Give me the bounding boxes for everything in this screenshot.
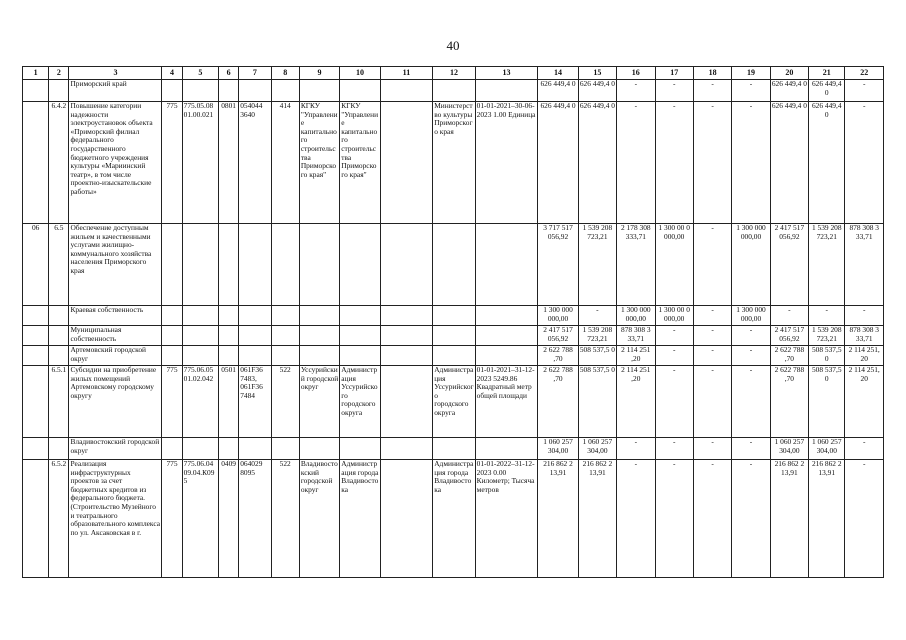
budget-table [22, 66, 884, 578]
table-cell: 626 449,4 0 [770, 80, 808, 102]
table-cell: - [732, 102, 770, 224]
table-cell [475, 224, 538, 306]
table-cell: 01-01-2021–31-12-2023 5249.86 Квадратный метр общей площади [475, 366, 538, 438]
table-row [23, 102, 884, 224]
table-cell: 775 [162, 102, 182, 224]
table-cell [162, 306, 182, 326]
table-cell [239, 346, 271, 366]
table-cell: 626 449,4 0 [578, 102, 616, 224]
table-cell: 1 300 00 0 000,00 [655, 224, 693, 306]
table-cell [433, 80, 475, 102]
table-cell: 1 300 000 000,00 [732, 224, 770, 306]
table-cell: 6.5.1 [49, 366, 69, 438]
table-cell: 878 308 3 33,71 [845, 326, 884, 346]
table-cell: 878 308 3 33,71 [617, 326, 655, 346]
table-cell [49, 80, 69, 102]
table-cell [271, 306, 299, 326]
table-cell: 626 449,4 0 [809, 102, 845, 224]
table-cell: - [732, 460, 770, 578]
table-cell [271, 326, 299, 346]
column-header: 2 [49, 67, 69, 80]
column-header: 13 [475, 67, 538, 80]
table-cell: 2 178 308 333,71 [617, 224, 655, 306]
table-cell [239, 80, 271, 102]
table-cell: - [845, 438, 884, 460]
header-row [23, 67, 884, 80]
table-cell [23, 80, 49, 102]
table-cell [49, 346, 69, 366]
table-cell: - [617, 80, 655, 102]
table-cell: Повышение категории надежности электроустановок объекта «Приморский филиал федерального государственного бюджетного учреждения культуры «Мариинский театр», в том числе проектно-изыскательские работы» [69, 102, 162, 224]
table-cell: 775 [162, 366, 182, 438]
table-cell: Артемовский городской округ [69, 346, 162, 366]
table-cell: - [655, 460, 693, 578]
table-cell [219, 438, 239, 460]
table-cell: - [578, 306, 616, 326]
table-cell [380, 224, 433, 306]
table-cell: - [655, 80, 693, 102]
table-cell: Обеспечение доступным жильем и качественными услугами жилищно-коммунального хозяйства населения Приморского края [69, 224, 162, 306]
table-cell [380, 326, 433, 346]
table-cell: 1 060 257 304,00 [809, 438, 845, 460]
table-cell [433, 438, 475, 460]
table-cell [475, 346, 538, 366]
table-cell: - [617, 438, 655, 460]
column-header: 7 [239, 67, 271, 80]
table-cell: - [693, 366, 731, 438]
column-header: 22 [845, 67, 884, 80]
table-cell: Администрация Уссурийского городского округа [433, 366, 475, 438]
table-cell [271, 80, 299, 102]
table-row [23, 224, 884, 306]
table-cell [49, 438, 69, 460]
table-cell [271, 224, 299, 306]
table-cell [299, 224, 339, 306]
table-cell: 1 539 208 723,21 [809, 224, 845, 306]
table-cell: 508 537,5 0 [809, 366, 845, 438]
table-cell: 1 300 000 000,00 [538, 306, 578, 326]
table-cell: - [770, 306, 808, 326]
table-cell [433, 326, 475, 346]
table-cell: 064029 8095 [239, 460, 271, 578]
table-cell [182, 326, 218, 346]
column-header: 18 [693, 67, 731, 80]
column-header: 11 [380, 67, 433, 80]
table-cell [23, 346, 49, 366]
table-cell: Владивостокский городской округ [69, 438, 162, 460]
table-cell: 1 539 208 723,21 [578, 224, 616, 306]
table-cell [49, 306, 69, 326]
table-cell [23, 438, 49, 460]
page-number: 40 [446, 38, 460, 53]
column-header: 19 [732, 67, 770, 80]
table-cell: - [693, 438, 731, 460]
table-cell: 626 449,4 0 [770, 102, 808, 224]
table-row [23, 346, 884, 366]
table-cell [49, 326, 69, 346]
table-cell [475, 438, 538, 460]
table-cell: 522 [271, 460, 299, 578]
table-cell: Администрация города Владивостока [433, 460, 475, 578]
column-header: 5 [182, 67, 218, 80]
table-cell: - [845, 306, 884, 326]
table-cell: 6.4.2 [49, 102, 69, 224]
table-cell: 2 114 251, 20 [845, 366, 884, 438]
table-cell: 775.06.05 01.02.042 [182, 366, 218, 438]
table-cell: 775.06.04 09.04.К09 5 [182, 460, 218, 578]
table-cell: Приморский край [69, 80, 162, 102]
table-cell: - [732, 346, 770, 366]
table-cell [182, 306, 218, 326]
table-cell [219, 326, 239, 346]
column-header: 9 [299, 67, 339, 80]
table-cell: 1 539 208 723,21 [578, 326, 616, 346]
table-cell: - [732, 366, 770, 438]
table-cell: - [693, 460, 731, 578]
table-cell [299, 80, 339, 102]
table-cell: 2 622 788 ,70 [770, 346, 808, 366]
table-cell: - [655, 438, 693, 460]
table-cell [299, 326, 339, 346]
table-cell [299, 346, 339, 366]
table-cell: 1 300 000 000,00 [732, 306, 770, 326]
column-header: 14 [538, 67, 578, 80]
table-cell [219, 224, 239, 306]
table-cell [380, 80, 433, 102]
table-cell: 1 300 000 000,00 [617, 306, 655, 326]
table-cell [162, 346, 182, 366]
table-cell: 508 537,5 0 [578, 366, 616, 438]
table-row [23, 438, 884, 460]
table-cell: 06 [23, 224, 49, 306]
table-cell: 216 862 2 13,91 [809, 460, 845, 578]
table-cell [23, 366, 49, 438]
table-cell: 2 114 251 ,20 [617, 346, 655, 366]
table-cell [162, 326, 182, 346]
table-cell [182, 224, 218, 306]
table-cell: 0501 [219, 366, 239, 438]
table-cell: - [693, 102, 731, 224]
table-cell: 2 114 251, 20 [845, 346, 884, 366]
table-cell: Владивостокский городской округ [299, 460, 339, 578]
table-cell: - [617, 102, 655, 224]
table-cell: - [617, 460, 655, 578]
table-cell [340, 346, 380, 366]
table-cell [271, 438, 299, 460]
table-cell: Субсидии на приобретение жилых помещений Артемовскому городскому округу [69, 366, 162, 438]
table-cell: КГКУ "Управление капитального строительства Приморского края" [340, 102, 380, 224]
table-cell: 775 [162, 460, 182, 578]
column-header: 6 [219, 67, 239, 80]
table-cell: 216 862 2 13,91 [538, 460, 578, 578]
column-header: 21 [809, 67, 845, 80]
column-header: 8 [271, 67, 299, 80]
column-header: 4 [162, 67, 182, 80]
column-header: 20 [770, 67, 808, 80]
table-body [23, 80, 884, 578]
table-cell [239, 306, 271, 326]
table-cell [23, 306, 49, 326]
table-cell: 775.05.08 01.00.021 [182, 102, 218, 224]
table-cell [380, 102, 433, 224]
table-cell: Краевая собственность [69, 306, 162, 326]
column-header: 15 [578, 67, 616, 80]
table-cell: КГКУ "Управление капитального строительства Приморского края" [299, 102, 339, 224]
table-cell: 1 060 257 304,00 [578, 438, 616, 460]
table-cell [182, 80, 218, 102]
table-cell: 522 [271, 366, 299, 438]
table-cell: - [655, 366, 693, 438]
table-cell: 0409 [219, 460, 239, 578]
table-cell [23, 460, 49, 578]
table-cell [182, 346, 218, 366]
table-cell [162, 80, 182, 102]
table-cell: - [693, 80, 731, 102]
table-cell [380, 346, 433, 366]
table-cell: - [845, 102, 884, 224]
table-cell: - [732, 326, 770, 346]
table-cell: 2 622 788 ,70 [770, 366, 808, 438]
table-cell [380, 306, 433, 326]
table-cell [239, 438, 271, 460]
table-cell: Администрация Уссурийского городского округа [340, 366, 380, 438]
table-cell: 878 308 3 33,71 [845, 224, 884, 306]
table-cell: 626 449,4 0 [578, 80, 616, 102]
table-cell: 2 417 517 056,92 [770, 224, 808, 306]
table-cell: - [732, 80, 770, 102]
table-cell: 1 539 208 723,21 [809, 326, 845, 346]
table-cell [299, 306, 339, 326]
table-cell: - [693, 326, 731, 346]
table-cell: 2 114 251 ,20 [617, 366, 655, 438]
table-cell: - [809, 306, 845, 326]
table-cell: Уссурийский городской округ [299, 366, 339, 438]
table-cell: - [845, 80, 884, 102]
table-cell [433, 346, 475, 366]
table-cell: 0801 [219, 102, 239, 224]
table-cell: 01-01-2022–31-12-2023 0.00 Километр; Тысяча метров [475, 460, 538, 578]
table-row [23, 460, 884, 578]
table-cell: 216 862 2 13,91 [770, 460, 808, 578]
table-cell: 2 417 517 056,92 [538, 326, 578, 346]
table-cell: 2 622 788 ,70 [538, 346, 578, 366]
table-cell [299, 438, 339, 460]
table-cell [340, 224, 380, 306]
table-cell: 1 060 257 304,00 [538, 438, 578, 460]
table-cell: 508 537,5 0 [809, 346, 845, 366]
table-cell: - [655, 102, 693, 224]
table-cell: 626 449,4 0 [538, 102, 578, 224]
table-cell: 6.5 [49, 224, 69, 306]
table-cell: 508 537,5 0 [578, 346, 616, 366]
table-cell: - [655, 326, 693, 346]
table-cell: 6.5.2 [49, 460, 69, 578]
table-cell: 2 622 788 ,70 [538, 366, 578, 438]
table-cell: Администрация города Владивостока [340, 460, 380, 578]
column-header: 3 [69, 67, 162, 80]
table-cell [162, 224, 182, 306]
table-cell: 1 060 257 304,00 [770, 438, 808, 460]
table-row [23, 366, 884, 438]
table-cell [162, 438, 182, 460]
table-cell: Министерство культуры Приморского края [433, 102, 475, 224]
table-row [23, 306, 884, 326]
table-cell [475, 80, 538, 102]
table-cell [433, 224, 475, 306]
table-cell: 626 449,4 0 [809, 80, 845, 102]
column-header: 10 [340, 67, 380, 80]
table-row [23, 326, 884, 346]
table-cell: Муниципальная собственность [69, 326, 162, 346]
table-cell: - [732, 438, 770, 460]
table-cell [475, 326, 538, 346]
table-cell: 414 [271, 102, 299, 224]
column-header: 16 [617, 67, 655, 80]
table-cell: - [693, 224, 731, 306]
table-cell: - [655, 346, 693, 366]
table-cell [340, 80, 380, 102]
column-header: 17 [655, 67, 693, 80]
table-cell: 054044 3640 [239, 102, 271, 224]
table-cell: 626 449,4 0 [538, 80, 578, 102]
table-cell [380, 460, 433, 578]
table-cell [475, 306, 538, 326]
table-cell: 2 417 517 056,92 [770, 326, 808, 346]
table-cell [340, 306, 380, 326]
table-cell [380, 366, 433, 438]
table-cell: 061F36 7483, 061F36 7484 [239, 366, 271, 438]
table-cell: - [693, 306, 731, 326]
column-header: 12 [433, 67, 475, 80]
table-cell: 01-01-2021–30-06-2023 1.00 Единица [475, 102, 538, 224]
table-cell [433, 306, 475, 326]
table-cell [239, 326, 271, 346]
table-cell [239, 224, 271, 306]
table-cell: - [693, 346, 731, 366]
table-cell [219, 346, 239, 366]
table-cell: Реализация инфраструктурных проектов за счет бюджетных кредитов из федерального бюджета. (Строительство Музейного и театрального образовательного комплекса по ул. Аксаковская в г. [69, 460, 162, 578]
table-cell [219, 306, 239, 326]
table-cell: - [845, 460, 884, 578]
table-cell: 216 862 2 13,91 [578, 460, 616, 578]
table-cell [380, 438, 433, 460]
table-cell [340, 438, 380, 460]
table-cell [23, 326, 49, 346]
table-cell [182, 438, 218, 460]
table-cell [219, 80, 239, 102]
table-cell [271, 346, 299, 366]
table-row [23, 80, 884, 102]
column-header: 1 [23, 67, 49, 80]
table-cell [340, 326, 380, 346]
table-cell: 3 717 517 056,92 [538, 224, 578, 306]
table-cell: 1 300 00 0 000,00 [655, 306, 693, 326]
table-cell [23, 102, 49, 224]
